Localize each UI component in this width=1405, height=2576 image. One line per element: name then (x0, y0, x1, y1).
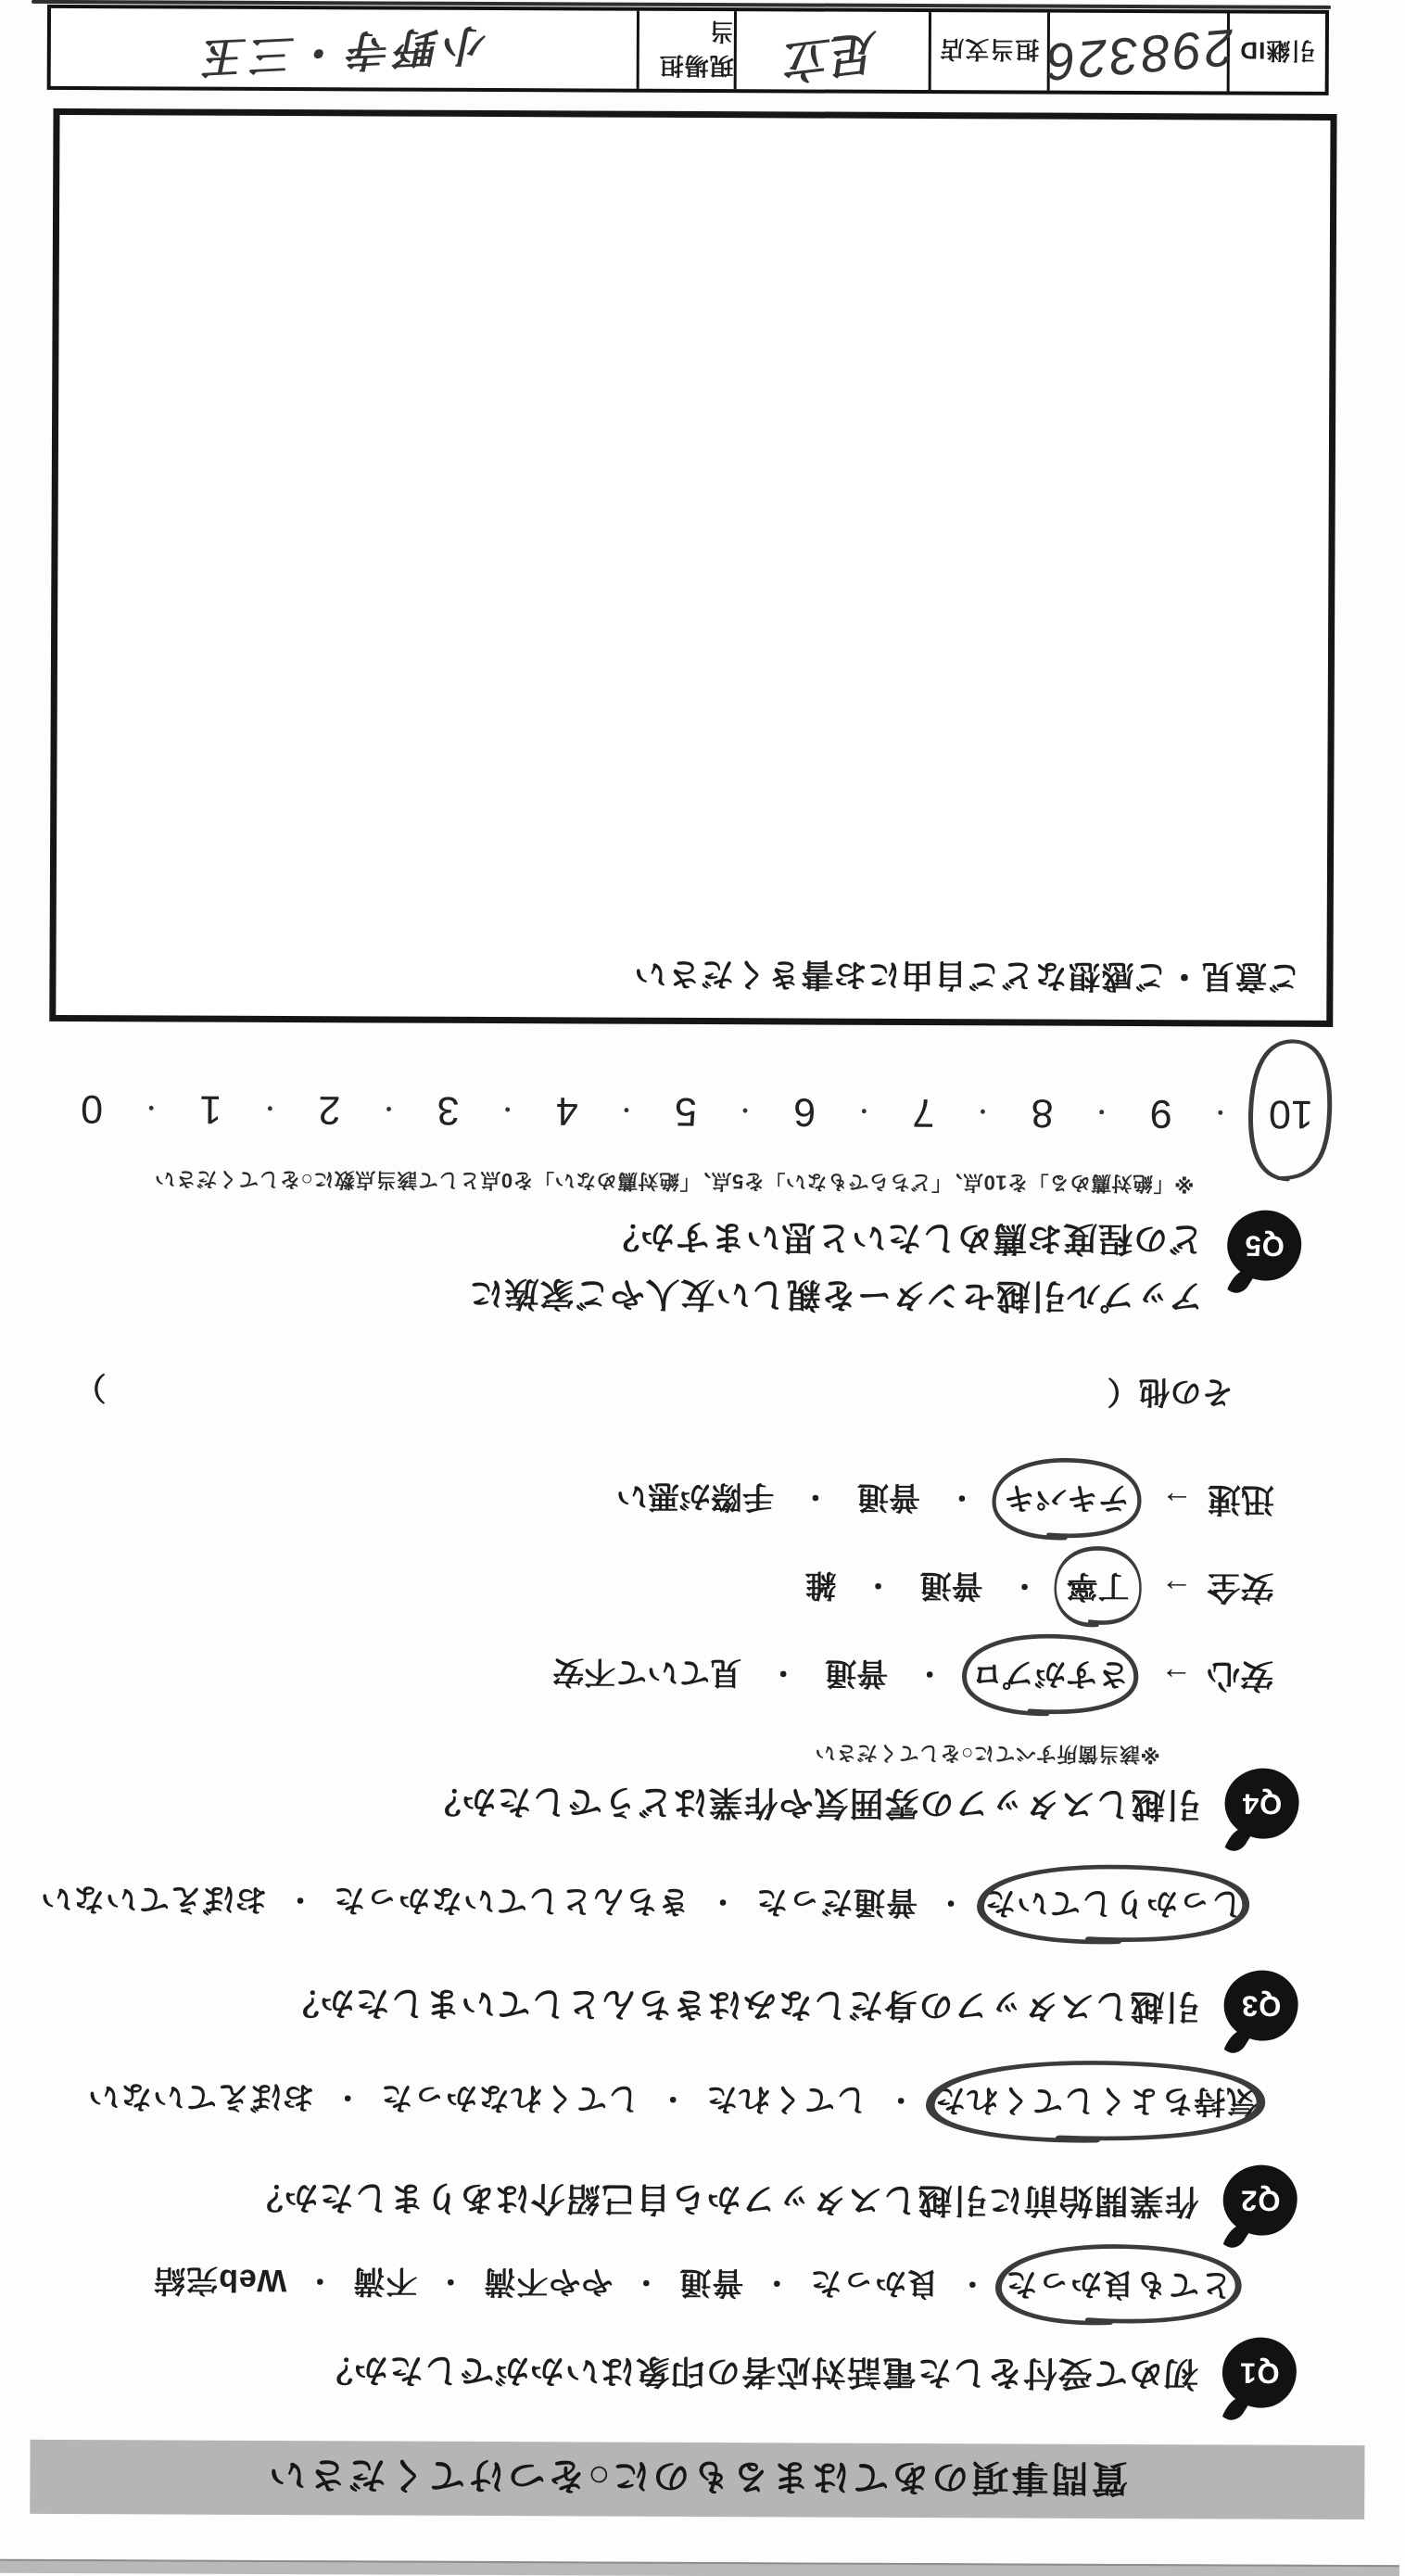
question-1-header (318, 2331, 1298, 2425)
q2-option: してくれた (705, 2081, 868, 2117)
q5-rating-scale (81, 1085, 1313, 1136)
q4-other-row (74, 1367, 1233, 1417)
q3-badge-label: Q3 (1223, 1970, 1297, 2040)
q4-row-option: 雑 (804, 1567, 837, 1603)
q4-badge-label: Q4 (1224, 1768, 1298, 1838)
scale-value: 5 (674, 1088, 698, 1134)
q4-row-option: 手際が悪い (615, 1478, 775, 1515)
scale-separator: ・ (376, 1094, 401, 1123)
scale-value: 8 (1031, 1090, 1054, 1136)
q4-row-option: 見ていて不安 (552, 1654, 742, 1691)
option-separator: ・ (769, 1656, 798, 1688)
q4-row-label: 安全 (1207, 1568, 1274, 1607)
instruction-banner: 質問事項のあてはまるものに○をつけてください (30, 2440, 1364, 2519)
option-separator: ・ (333, 2081, 362, 2113)
q2-options (87, 2076, 1258, 2127)
comment-box (49, 108, 1336, 1027)
scale-separator: ・ (1089, 1097, 1114, 1125)
branch-label: 担当支店 (929, 12, 1047, 91)
option-separator: ・ (916, 1657, 944, 1689)
q2-option: おぼえていない (87, 2078, 315, 2115)
q5-heading (468, 1205, 1203, 1325)
q1-options (153, 2260, 1232, 2310)
q4-row2-option-selected: 丁寧 (1066, 1567, 1129, 1612)
handover-id-label: 引継ID (1227, 13, 1325, 91)
field-staff-value: 小野寺・三玉 (197, 19, 490, 82)
field-staff-label: 現場担当 (637, 11, 734, 89)
q2-badge-icon (1219, 2163, 1298, 2252)
arrow-icon: → (1160, 1572, 1193, 1608)
q4-row-anshin (552, 1651, 1273, 1701)
option-separator: ・ (886, 2084, 916, 2115)
scale-value: 3 (437, 1087, 460, 1133)
q4-row-anzen (804, 1564, 1273, 1613)
question-2-header (247, 2159, 1298, 2252)
q4-row-label: 迅速 (1207, 1480, 1275, 1519)
scan-edge-strip (0, 2559, 1399, 2576)
option-separator: ・ (708, 1885, 738, 1917)
q1-option: 不満 (352, 2263, 418, 2299)
q3-badge-icon (1220, 1968, 1299, 2057)
q2-heading: 作業開始前に引越しスタッフから自己紹介はありましたか？ (247, 2177, 1199, 2221)
option-separator: ・ (801, 1480, 830, 1513)
question-5-header (468, 1205, 1303, 1326)
q3-option: きちんとしていなかった (333, 1882, 690, 1919)
q1-option: 良かった (809, 2265, 940, 2302)
q2-badge-label: Q2 (1223, 2164, 1297, 2235)
scale-separator: ・ (733, 1096, 758, 1124)
scale-value: 2 (318, 1087, 341, 1133)
comment-box-label: ご意見・ご感想などご自由にお書きください (633, 955, 1301, 995)
other-close-paren: ） (74, 1369, 107, 1405)
scale-value: 0 (81, 1086, 104, 1132)
option-separator: ・ (936, 1886, 966, 1918)
q4-row-option: 普通 (856, 1478, 921, 1516)
option-separator: ・ (658, 2083, 688, 2114)
q2-option-selected: 気持ちよくしてくれた (933, 2080, 1258, 2127)
q3-heading: 引越しスタッフの身だしなみはきちんとしていましたか？ (284, 1984, 1200, 2026)
q3-option: おぼえていない (40, 1880, 268, 1917)
option-separator: ・ (436, 2265, 465, 2297)
q4-row-label: 安心 (1207, 1656, 1274, 1695)
option-separator: ・ (285, 1884, 315, 1915)
scale-separator: ・ (139, 1093, 164, 1122)
scale-separator: ・ (970, 1097, 995, 1125)
scale-value: 9 (1149, 1091, 1172, 1136)
arrow-icon: → (1160, 1660, 1193, 1696)
option-separator: ・ (947, 1481, 977, 1513)
q1-option-selected: とても良かった (1005, 2264, 1232, 2310)
q1-option: 普通 (678, 2264, 744, 2301)
scale-separator: ・ (852, 1096, 877, 1124)
handover-table (47, 5, 1329, 95)
scale-value-selected: 10 (1269, 1091, 1313, 1136)
option-separator: ・ (864, 1569, 892, 1601)
q4-row-option: 普通 (919, 1567, 983, 1604)
q4-row1-option-selected: さすがプロ (971, 1654, 1129, 1700)
q4-row3-option-selected: テキパキ (1004, 1478, 1130, 1524)
q2-option: してくれなかった (380, 2079, 640, 2116)
q4-heading: 引越しスタッフの雰囲気や作業はどうでしたか？ (425, 1782, 1201, 1824)
question-4-header (425, 1763, 1300, 1856)
scale-value: 1 (199, 1086, 222, 1132)
branch-value: 足立 (734, 11, 929, 90)
q1-badge-icon (1219, 2335, 1298, 2424)
scale-separator: ・ (614, 1095, 639, 1123)
q3-options (40, 1879, 1243, 1930)
q5-badge-label: Q5 (1227, 1210, 1301, 1280)
option-separator: ・ (957, 2267, 987, 2299)
scale-value: 4 (555, 1088, 578, 1134)
scale-separator: ・ (258, 1093, 283, 1123)
arrow-icon: → (1160, 1484, 1194, 1520)
q4-note: ※該当箇所すべてに○をしてください (815, 1741, 1160, 1767)
q4-badge-icon (1221, 1766, 1300, 1855)
scale-separator: ・ (1208, 1098, 1233, 1126)
q1-heading: 初めて受付をした電話対応者の印象はいかがでしたか？ (317, 2351, 1198, 2393)
q3-option-selected: しっかりしていた (983, 1883, 1243, 1929)
q5-note: ※「絶対薦める」を10点、「どちらでもない」を5点、「絶対薦めない」を0点として該当点数に○をしてください (154, 1167, 1195, 1196)
scale-value: 6 (793, 1089, 816, 1135)
q3-option: 普通だった (755, 1884, 918, 1921)
other-open-label: その他（ (1107, 1373, 1234, 1410)
scale-value: 7 (912, 1089, 935, 1136)
option-separator: ・ (631, 2266, 661, 2298)
other-blank-space (107, 1390, 1108, 1395)
q4-row-option: 普通 (825, 1655, 889, 1691)
q5-badge-icon (1223, 1208, 1303, 1297)
q4-row-jinsoku (616, 1476, 1274, 1526)
handover-id-value: 298326 (1047, 13, 1227, 92)
q1-option: やや不満 (483, 2263, 614, 2300)
question-3-header (284, 1964, 1299, 2058)
q5-heading-line2: どの程度お薦めしたいと思いますか？ (604, 1217, 1204, 1259)
option-separator: ・ (762, 2266, 791, 2298)
option-separator: ・ (305, 2265, 335, 2296)
q1-badge-label: Q1 (1222, 2337, 1297, 2407)
q5-heading-line1: アップル引越センターを親しい友人やご家族に (468, 1274, 1204, 1316)
scale-separator: ・ (495, 1095, 520, 1123)
option-separator: ・ (1010, 1569, 1039, 1602)
q1-option: Web完結 (153, 2262, 287, 2299)
